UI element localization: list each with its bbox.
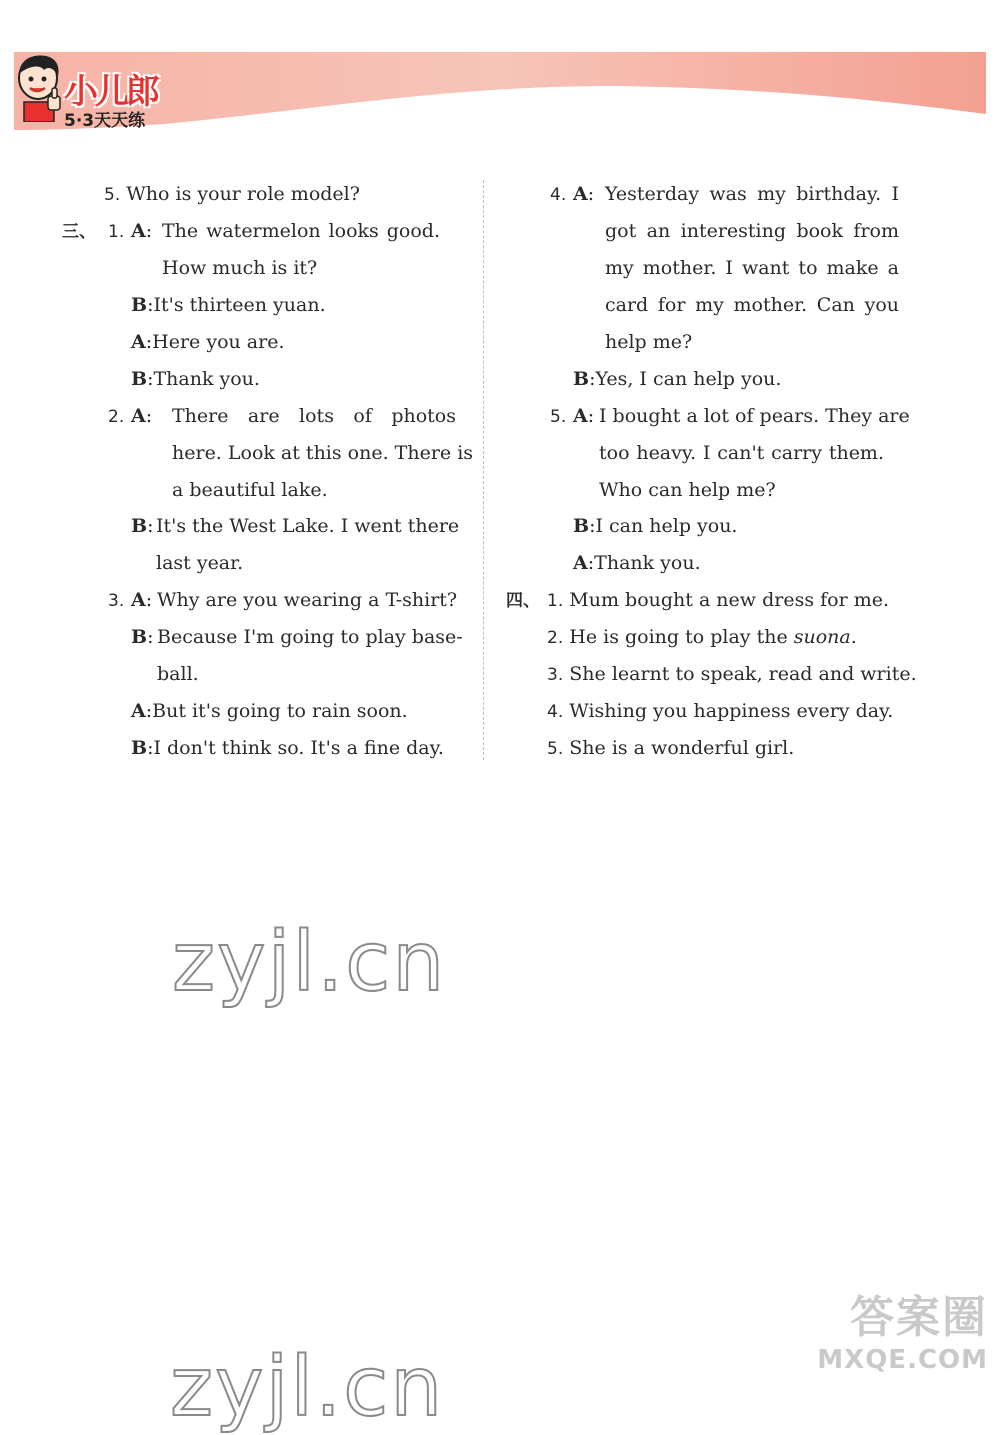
dialogue-4-b-line-1: B:Yes, I can help you. bbox=[573, 368, 782, 390]
section-3-heading: 三、 bbox=[62, 222, 96, 242]
dialogue-2-b-line-2: last year. bbox=[156, 552, 244, 574]
dialogue-1-b-line-1: B:It's thirteen yuan. bbox=[131, 294, 326, 316]
dialogue-4-a-line-3: my mother. I want to make a bbox=[605, 257, 899, 279]
brand-logo: 小儿郎 bbox=[64, 72, 157, 112]
sentence-2: 2. He is going to play the suona. bbox=[547, 626, 857, 648]
speaker-a-label: A: bbox=[131, 405, 153, 427]
speaker-a-label: A: bbox=[131, 220, 153, 242]
site-watermark: zyjl.cn bbox=[172, 915, 447, 1010]
dialogue-1-number: 1. bbox=[108, 222, 125, 242]
header-wave-background bbox=[14, 52, 986, 132]
boy-thumbs-up-icon bbox=[14, 52, 66, 122]
dialogue-5-b-line-1: B:I can help you. bbox=[573, 515, 738, 537]
dialogue-4-number: 4. bbox=[550, 185, 567, 205]
dialogue-1-a-line-2: How much is it? bbox=[162, 257, 318, 279]
dialogue-3-b-line-1: Because I'm going to play base- bbox=[157, 626, 463, 648]
header-band bbox=[14, 52, 986, 132]
speaker-a-label: A: bbox=[131, 589, 153, 611]
dialogue-4-a-line-4: card for my mother. Can you bbox=[605, 294, 899, 316]
corner-watermark-domain: MXQE.COM bbox=[817, 1345, 988, 1375]
dialogue-5-a-line-4: A:Thank you. bbox=[573, 552, 701, 574]
section-4-heading: 四、 bbox=[506, 591, 540, 611]
dialogue-5-a-line-1: I bought a lot of pears. They are bbox=[599, 405, 910, 427]
sentence-1: 1. Mum bought a new dress for me. bbox=[547, 589, 890, 611]
dialogue-5-number: 5. bbox=[550, 407, 567, 427]
speaker-a-label: A: bbox=[573, 405, 595, 427]
item-5-role-model: 5. Who is your role model? bbox=[104, 183, 360, 205]
dialogue-3-b-line-3: B:I don't think so. It's a fine day. bbox=[131, 737, 444, 759]
dialogue-1-a-line-3: A:Here you are. bbox=[131, 331, 285, 353]
series-label: 5·3天天练 bbox=[64, 111, 146, 131]
dialogue-1-b-line-2: B:Thank you. bbox=[131, 368, 260, 390]
sentence-3: 3. She learnt to speak, read and write. bbox=[547, 663, 917, 685]
speaker-a-label: A: bbox=[573, 183, 595, 205]
dialogue-2-a-line-3: a beautiful lake. bbox=[172, 479, 328, 501]
dialogue-3-number: 3. bbox=[108, 591, 125, 611]
speaker-b-label: B: bbox=[131, 515, 154, 537]
site-watermark-bottom: zyjl.cn bbox=[170, 1340, 445, 1435]
dialogue-3-a-line-1: Why are you wearing a T-shirt? bbox=[157, 589, 458, 611]
sentence-4: 4. Wishing you happiness every day. bbox=[547, 700, 894, 722]
dialogue-4-a-line-5: help me? bbox=[605, 331, 693, 353]
dialogue-3-a-line-2: A:But it's going to rain soon. bbox=[131, 700, 408, 722]
dialogue-5-a-line-3: Who can help me? bbox=[599, 479, 776, 501]
dialogue-2-number: 2. bbox=[108, 407, 125, 427]
dialogue-4-a-line-2: got an interesting book from bbox=[605, 220, 899, 242]
dialogue-3-b-line-2: ball. bbox=[157, 663, 199, 685]
dialogue-2-a-line-1: There are lots of photos bbox=[172, 405, 456, 427]
speaker-b-label: B: bbox=[131, 626, 154, 648]
dialogue-4-a-line-1: Yesterday was my birthday. I bbox=[605, 183, 899, 205]
dialogue-2-b-line-1: It's the West Lake. I went there bbox=[156, 515, 460, 537]
dialogue-2-a-line-2: here. Look at this one. There is bbox=[172, 442, 474, 464]
dialogue-5-a-line-2: too heavy. I can't carry them. bbox=[599, 442, 884, 464]
corner-watermark bbox=[817, 1281, 988, 1375]
column-divider bbox=[483, 180, 484, 760]
corner-watermark-title: 答案圈 bbox=[850, 1292, 988, 1343]
sentence-5: 5. She is a wonderful girl. bbox=[547, 737, 795, 759]
dialogue-1-a-line-1: The watermelon looks good. bbox=[162, 220, 440, 242]
